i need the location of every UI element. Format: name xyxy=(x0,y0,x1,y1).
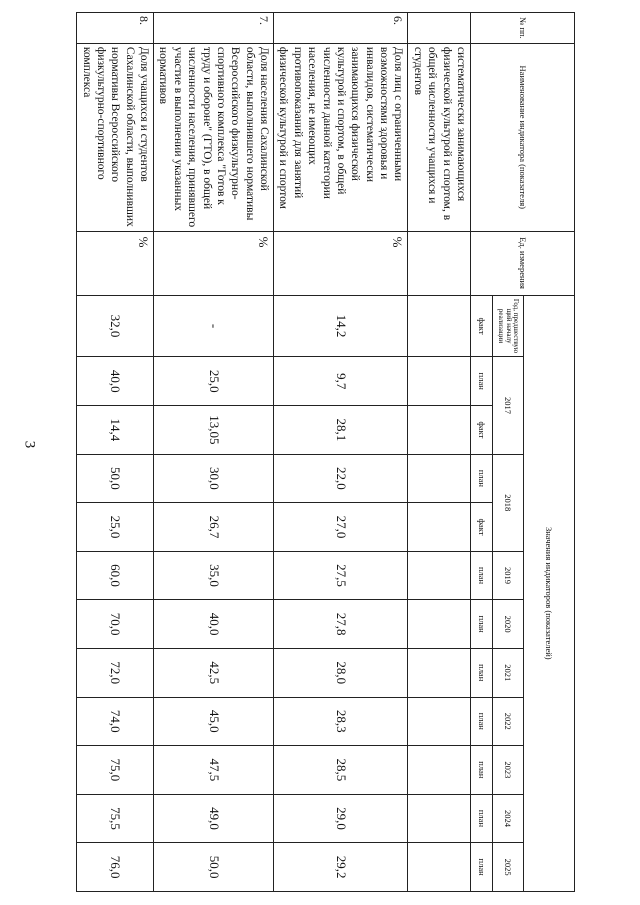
subheader-2020-plan: план xyxy=(471,600,493,649)
header-base-year: Год, предшествую щий началу реализации xyxy=(493,295,524,357)
plan-2021-value: 72,0 xyxy=(77,648,154,697)
plan-2021-value: 42,5 xyxy=(154,648,274,697)
plan-2023-value: 47,5 xyxy=(154,746,274,795)
plan-2019-value: 60,0 xyxy=(77,551,154,600)
plan-2023-value: 28,5 xyxy=(274,746,408,795)
page-number: 3 xyxy=(21,440,38,449)
fact-2018-value: 27,0 xyxy=(274,503,408,552)
indicator-table xyxy=(76,12,575,892)
header-year-2025: 2025 xyxy=(493,843,524,892)
row-number: 7. xyxy=(154,13,274,44)
subheader-2023-plan: план xyxy=(471,746,493,795)
subheader-2019-plan: план xyxy=(471,551,493,600)
indicator-name: Доля учащихся и студентов Сахалинской области, выполнивших нормативы Всероссийского физкультурно-спортивного комплекса xyxy=(77,43,154,231)
header-year-2024: 2024 xyxy=(493,794,524,843)
fact-2018-value: 26,7 xyxy=(154,503,274,552)
indicator-name-continued: систематически занимающихся физической культурой и спортом, в общей численности учащихся и студентов xyxy=(408,43,471,231)
plan-2018-value: 22,0 xyxy=(274,454,408,503)
indicator-name: Доля лиц с ограниченными возможностями здоровья и инвалидов, систематически занимающихся физической культурой и спортом, в общей численности данной категории населения, не имеющих противопоказаний для занятий физической культурой и спортом xyxy=(274,43,408,231)
header-year-2022: 2022 xyxy=(493,697,524,746)
plan-2025-value: 76,0 xyxy=(77,843,154,892)
header-name: Наименование индикатора (показателя) xyxy=(471,43,575,231)
rotated-indicator-table-container xyxy=(65,12,575,892)
plan-2022-value: 28,3 xyxy=(274,697,408,746)
plan-2020-value: 27,8 xyxy=(274,600,408,649)
fact-2017-value: 14,4 xyxy=(77,406,154,455)
plan-2022-value: 74,0 xyxy=(77,697,154,746)
base-fact-value: 32,0 xyxy=(77,295,154,357)
table-row xyxy=(274,13,408,892)
row-number: 6. xyxy=(274,13,408,44)
subheader-2022-plan: план xyxy=(471,697,493,746)
plan-2019-value: 27,5 xyxy=(274,551,408,600)
subheader-base-fact: факт xyxy=(471,295,493,357)
subheader-2024-plan: план xyxy=(471,794,493,843)
plan-2022-value: 45,0 xyxy=(154,697,274,746)
row-number: 8. xyxy=(77,13,154,44)
plan-2020-value: 70,0 xyxy=(77,600,154,649)
plan-2023-value: 75,0 xyxy=(77,746,154,795)
header-year-2018: 2018 xyxy=(493,454,524,551)
plan-2025-value: 29,2 xyxy=(274,843,408,892)
header-values-group: Значения индикаторов (показателей) xyxy=(524,295,575,891)
plan-2017-value: 25,0 xyxy=(154,357,274,406)
unit-value: % xyxy=(274,231,408,295)
plan-2017-value: 40,0 xyxy=(77,357,154,406)
header-year-2023: 2023 xyxy=(493,746,524,795)
base-fact-value: - xyxy=(154,295,274,357)
subheader-2025-plan: план xyxy=(471,843,493,892)
header-unit: Ед. измерения xyxy=(471,231,575,295)
plan-2024-value: 29,0 xyxy=(274,794,408,843)
unit-value: % xyxy=(77,231,154,295)
subheader-2017-plan: план xyxy=(471,357,493,406)
unit-value: % xyxy=(154,231,274,295)
subheader-2018-fact: факт xyxy=(471,503,493,552)
fact-2017-value: 13,05 xyxy=(154,406,274,455)
header-year-2017: 2017 xyxy=(493,357,524,454)
plan-2025-value: 50,0 xyxy=(154,843,274,892)
plan-2024-value: 75,5 xyxy=(77,794,154,843)
fact-2017-value: 28,1 xyxy=(274,406,408,455)
header-year-2019: 2019 xyxy=(493,551,524,600)
header-year-2021: 2021 xyxy=(493,648,524,697)
header-year-2020: 2020 xyxy=(493,600,524,649)
plan-2020-value: 40,0 xyxy=(154,600,274,649)
subheader-2021-plan: план xyxy=(471,648,493,697)
base-fact-value: 14,2 xyxy=(274,295,408,357)
table-row xyxy=(77,13,154,892)
table-row-continuation xyxy=(408,13,471,892)
plan-2024-value: 49,0 xyxy=(154,794,274,843)
subheader-2018-plan: план xyxy=(471,454,493,503)
plan-2021-value: 28,0 xyxy=(274,648,408,697)
plan-2018-value: 50,0 xyxy=(77,454,154,503)
plan-2017-value: 9,7 xyxy=(274,357,408,406)
fact-2018-value: 25,0 xyxy=(77,503,154,552)
plan-2019-value: 35,0 xyxy=(154,551,274,600)
header-num: № пп. xyxy=(471,13,575,44)
subheader-2017-fact: факт xyxy=(471,406,493,455)
table-row xyxy=(154,13,274,892)
indicator-name: Доля населения Сахалинской области, выполнившего нормативы Всероссийского физкультурно-спортивного комплекса "Готов к труду и обороне" (ГТО), в общей численности населения, принявшего участие в выполнении указанных нормативов xyxy=(154,43,274,231)
plan-2018-value: 30,0 xyxy=(154,454,274,503)
